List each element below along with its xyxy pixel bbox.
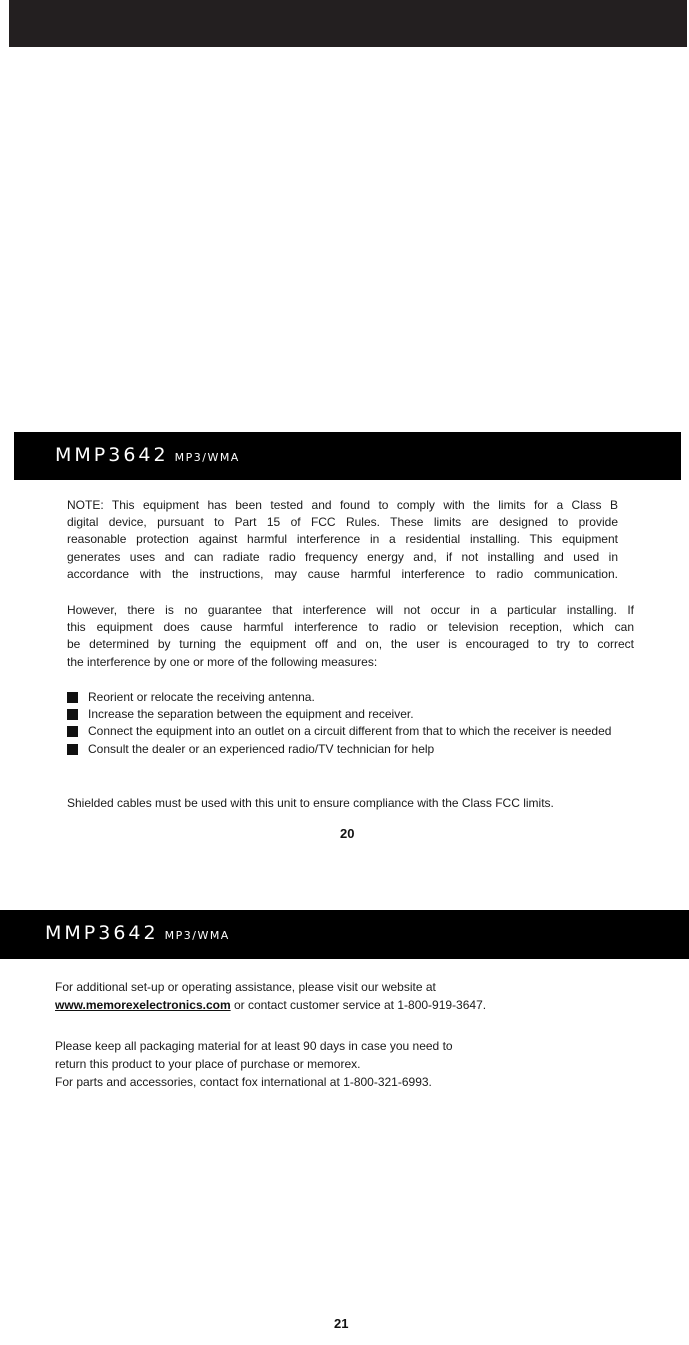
page-number-21: 21 (334, 1316, 349, 1331)
however-line: this equipment does cause harmful interference to radio or television reception, which can (67, 620, 634, 635)
bullet-text: Reorient or relocate the receiving antenna. (88, 690, 315, 704)
however-line: However, there is no guarantee that interference will not occur in a particular installing. If (67, 603, 634, 617)
note-line: accordance with the instructions, may cause harmful interference to radio communication. (67, 566, 618, 581)
bullet-text: Increase the separation between the equipment and receiver. (88, 707, 414, 722)
however-line: the interference by one or more of the following measures: (67, 654, 378, 669)
page-number-20: 20 (340, 826, 355, 841)
note-line: generates uses and can radiate radio frequency energy and, if not installing and used in (67, 549, 618, 564)
model-title (55, 444, 240, 466)
however-line: be determined by turning the equipment off and on, the user is encouraged to try to correct (67, 637, 634, 652)
list-item (67, 723, 637, 740)
measures-list (67, 689, 637, 758)
website-link[interactable]: www.memorexelectronics.com (55, 998, 231, 1012)
packaging-line: return this product to your place of purchase or memorex. (55, 1057, 361, 1071)
list-item (67, 741, 637, 758)
top-dark-banner (9, 0, 687, 47)
model-number: MMP3642 (45, 922, 159, 944)
fcc-note-paragraph (67, 497, 618, 583)
bullet-text: Consult the dealer or an experienced radio/TV technician for help (88, 741, 435, 756)
model-subtitle: MP3/WMA (174, 451, 240, 464)
square-bullet-icon (67, 709, 78, 720)
interference-paragraph (67, 602, 634, 671)
shielded-cables-note: Shielded cables must be used with this unit to ensure compliance with the Class FCC limits. (67, 796, 554, 810)
parts-line: For parts and accessories, contact fox international at 1-800-321-6993. (55, 1075, 432, 1089)
model-subtitle: MP3/WMA (164, 929, 230, 942)
square-bullet-icon (67, 726, 78, 737)
bullet-text: Connect the equipment into an outlet on a circuit different from that to which the receiver is needed (88, 724, 612, 739)
model-number: MMP3642 (55, 444, 169, 466)
page-20-header (14, 432, 681, 480)
list-item (67, 706, 637, 723)
note-line: digital device, pursuant to Part 15 of FCC Rules. These limits are designed to provide (67, 515, 618, 530)
model-title (45, 922, 230, 944)
square-bullet-icon (67, 692, 78, 703)
website-contact-line (55, 997, 486, 1014)
list-item (67, 689, 637, 706)
page-21-header (0, 910, 689, 959)
packaging-line: Please keep all packaging material for at least 90 days in case you need to (55, 1039, 453, 1053)
customer-service-text: or contact customer service at 1-800-919-3647. (230, 998, 487, 1012)
square-bullet-icon (67, 744, 78, 755)
note-line: reasonable protection against harmful interference in a residential installing. This equipment (67, 532, 618, 547)
assistance-line: For additional set-up or operating assistance, please visit our website at (55, 980, 436, 994)
note-line: NOTE: This equipment has been tested and found to comply with the limits for a Class B (67, 498, 618, 512)
